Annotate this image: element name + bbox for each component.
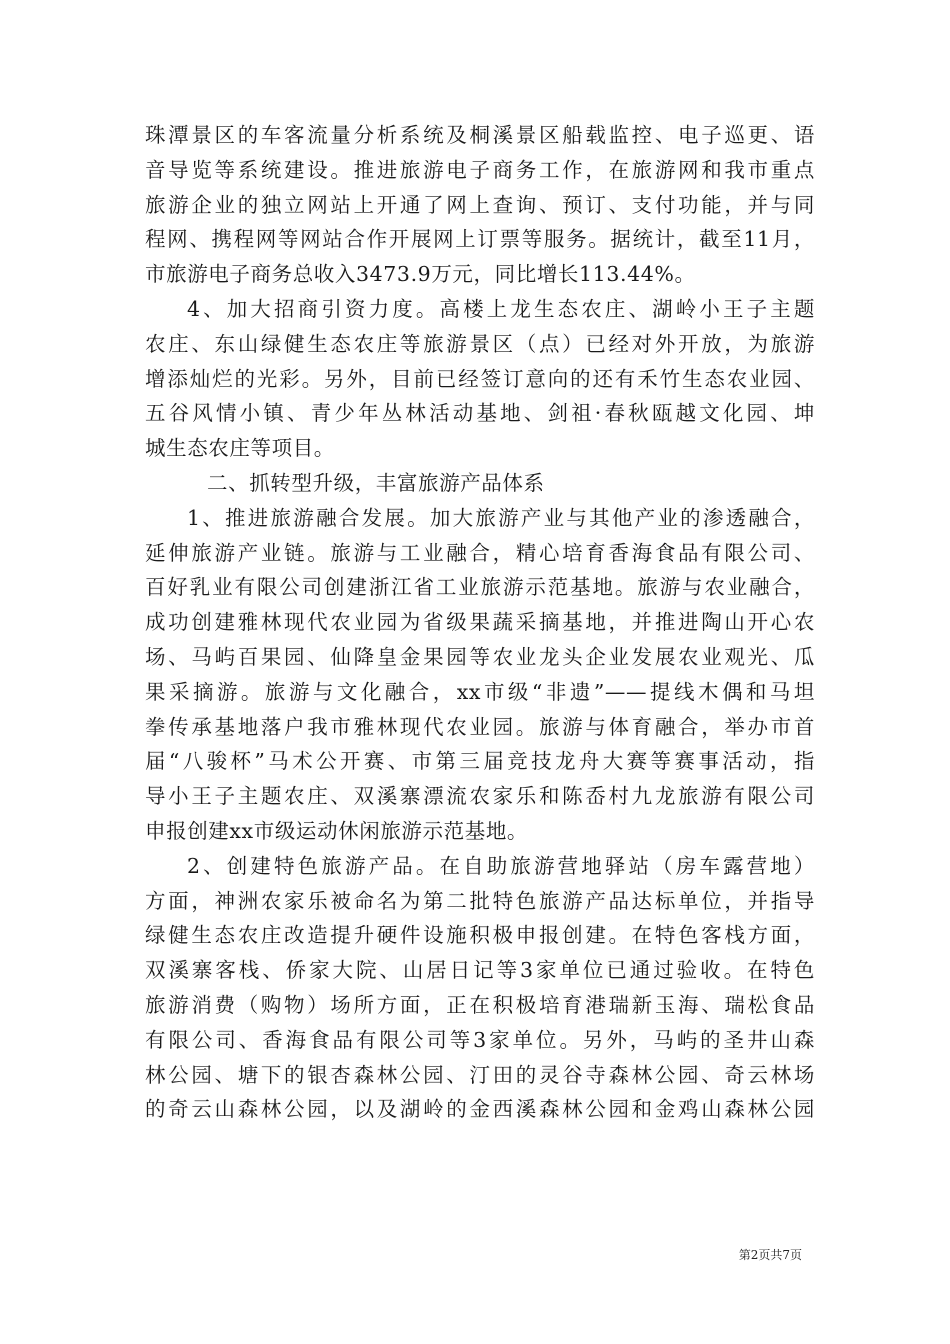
paragraph-start-line: 4、加大招商引资力度。高楼上龙生态农庄、湖岭小王子主题 [187, 296, 815, 321]
text-line: 珠潭景区的车客流量分析系统及桐溪景区船载监控、电子巡更、语 [145, 123, 815, 147]
text-line: 林公园、塘下的银杏森林公园、汀田的灵谷寺森林公园、奇云林场 [145, 1062, 815, 1087]
document-body [145, 118, 815, 1127]
text-line: 场、马屿百果园、仙降皇金果园等农业龙头企业发展农业观光、瓜 [145, 644, 815, 669]
section-heading: 二、抓转型升级，丰富旅游产品体系 [207, 470, 545, 495]
text-line: 导小王子主题农庄、双溪寨漂流农家乐和陈岙村九龙旅游有限公司 [145, 784, 815, 809]
text-line: 增添灿烂的光彩。另外，目前已经签订意向的还有禾竹生态农业园、 [145, 366, 815, 391]
text-line: 申报创建xx市级运动休闲旅游示范基地。 [145, 818, 529, 843]
text-line: 延伸旅游产业链。旅游与工业融合，精心培育香海食品有限公司、 [145, 540, 815, 565]
text-line: 有限公司、香海食品有限公司等3家单位。另外，马屿的圣井山森 [145, 1027, 815, 1052]
text-line: 拳传承基地落户我市雅林现代农业园。旅游与体育融合，举办市首 [145, 714, 815, 739]
text-line: 旅游消费（购物）场所方面，正在积极培育港瑞新玉海、瑞松食品 [145, 992, 815, 1017]
text-line: 双溪寨客栈、侨家大院、山居日记等3家单位已通过验收。在特色 [145, 958, 815, 983]
paragraph-start-line: 1、推进旅游融合发展。加大旅游产业与其他产业的渗透融合， [187, 505, 815, 530]
paragraph-start-line: 2、创建特色旅游产品。在自助旅游营地驿站（房车露营地） [187, 853, 815, 878]
text-line: 音导览等系统建设。推进旅游电子商务工作，在旅游网和我市重点 [145, 157, 815, 182]
text-line: 方面，神洲农家乐被命名为第二批特色旅游产品达标单位，并指导 [145, 888, 815, 913]
text-line: 成功创建雅林现代农业园为省级果蔬采摘基地，并推进陶山开心农 [145, 610, 815, 635]
page-number: 第2页共7页 [738, 1248, 802, 1262]
text-line: 五谷风情小镇、青少年丛林活动基地、剑祖·春秋瓯越文化园、坤 [145, 401, 815, 426]
text-line: 城生态农庄等项目。 [145, 436, 335, 461]
text-line: 旅游企业的独立网站上开通了网上查询、预订、支付功能，并与同 [145, 192, 815, 217]
text-line: 程网、携程网等网站合作开展网上订票等服务。据统计，截至11月， [145, 227, 815, 252]
text-line: 百好乳业有限公司创建浙江省工业旅游示范基地。旅游与农业融合， [145, 575, 815, 600]
text-line: 农庄、东山绿健生态农庄等旅游景区（点）已经对外开放，为旅游 [145, 331, 815, 356]
text-line: 市旅游电子商务总收入3473.9万元，同比增长113.44%。 [145, 262, 696, 287]
text-line: 的奇云山森林公园，以及湖岭的金西溪森林公园和金鸡山森林公园 [145, 1097, 815, 1122]
text-line: 果采摘游。旅游与文化融合，xx市级“非遗”——提线木偶和马坦 [145, 679, 815, 704]
text-line: 届“八骏杯”马术公开赛、市第三届竞技龙舟大赛等赛事活动，指 [145, 749, 815, 774]
text-line: 绿健生态农庄改造提升硬件设施积极申报创建。在特色客栈方面， [145, 923, 815, 948]
